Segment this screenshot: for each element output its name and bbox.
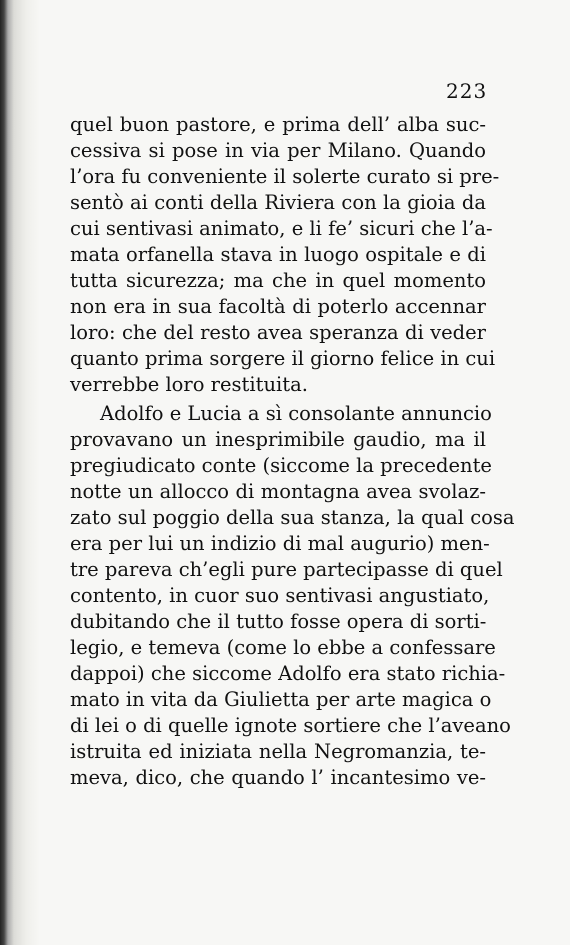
text-line: era per lui un indizio di mal augurio) men- (70, 532, 490, 555)
text-line: loro: che del resto avea speranza di veder (70, 321, 486, 344)
text-line: contento, in cuor suo sentivasi angustiato, (70, 584, 490, 607)
text-line: Adolfo e Lucia a sì consolante annuncio (100, 402, 492, 425)
text-line: sentò ai conti della Riviera con la gioia da (70, 191, 486, 214)
text-line: tutta sicurezza; ma che in quel momento (70, 269, 486, 292)
text-line: dappoi) che siccome Adolfo era stato richia- (70, 662, 506, 685)
text-line: tre pareva ch’egli pure partecipasse di quel (70, 558, 503, 581)
text-line: verrebbe loro restituita. (70, 373, 308, 396)
text-line: dubitando che il tutto fosse opera di sorti- (70, 610, 487, 633)
text-line: mato in vita da Giulietta per arte magica o (70, 688, 492, 711)
text-line: pregiudicato conte (siccome la precedente (70, 454, 492, 477)
text-line: mata orfanella stava in luogo ospitale e di (70, 243, 486, 266)
text-line: provavano un inesprimibile gaudio, ma il (70, 428, 486, 451)
text-line: quanto prima sorgere il giorno felice in cui (70, 347, 496, 370)
text-line: cui sentivasi animato, e li fe’ sicuri che l’a- (70, 217, 493, 240)
page-number: 223 (446, 79, 488, 103)
text-line: cessiva si pose in via per Milano. Quando (70, 139, 486, 162)
text-line: quel buon pastore, e prima dell’ alba suc- (70, 113, 486, 136)
text-line: notte un allocco di montagna avea svolaz- (70, 480, 486, 503)
text-line: l’ora fu conveniente il solerte curato si pre- (70, 165, 500, 188)
text-line: meva, dico, che quando l’ incantesimo ve- (70, 766, 486, 789)
text-line: non era in sua facoltà di poterlo accennar (70, 295, 486, 318)
text-line: zato sul poggio della sua stanza, la qual cosa (70, 506, 515, 529)
text-line: istruita ed iniziata nella Negromanzia, te- (70, 740, 486, 763)
book-binding-edge (0, 0, 40, 945)
text-line: legio, e temeva (come lo ebbe a confessare (70, 636, 496, 659)
text-line: di lei o di quelle ignote sortiere che l’aveano (70, 714, 511, 737)
